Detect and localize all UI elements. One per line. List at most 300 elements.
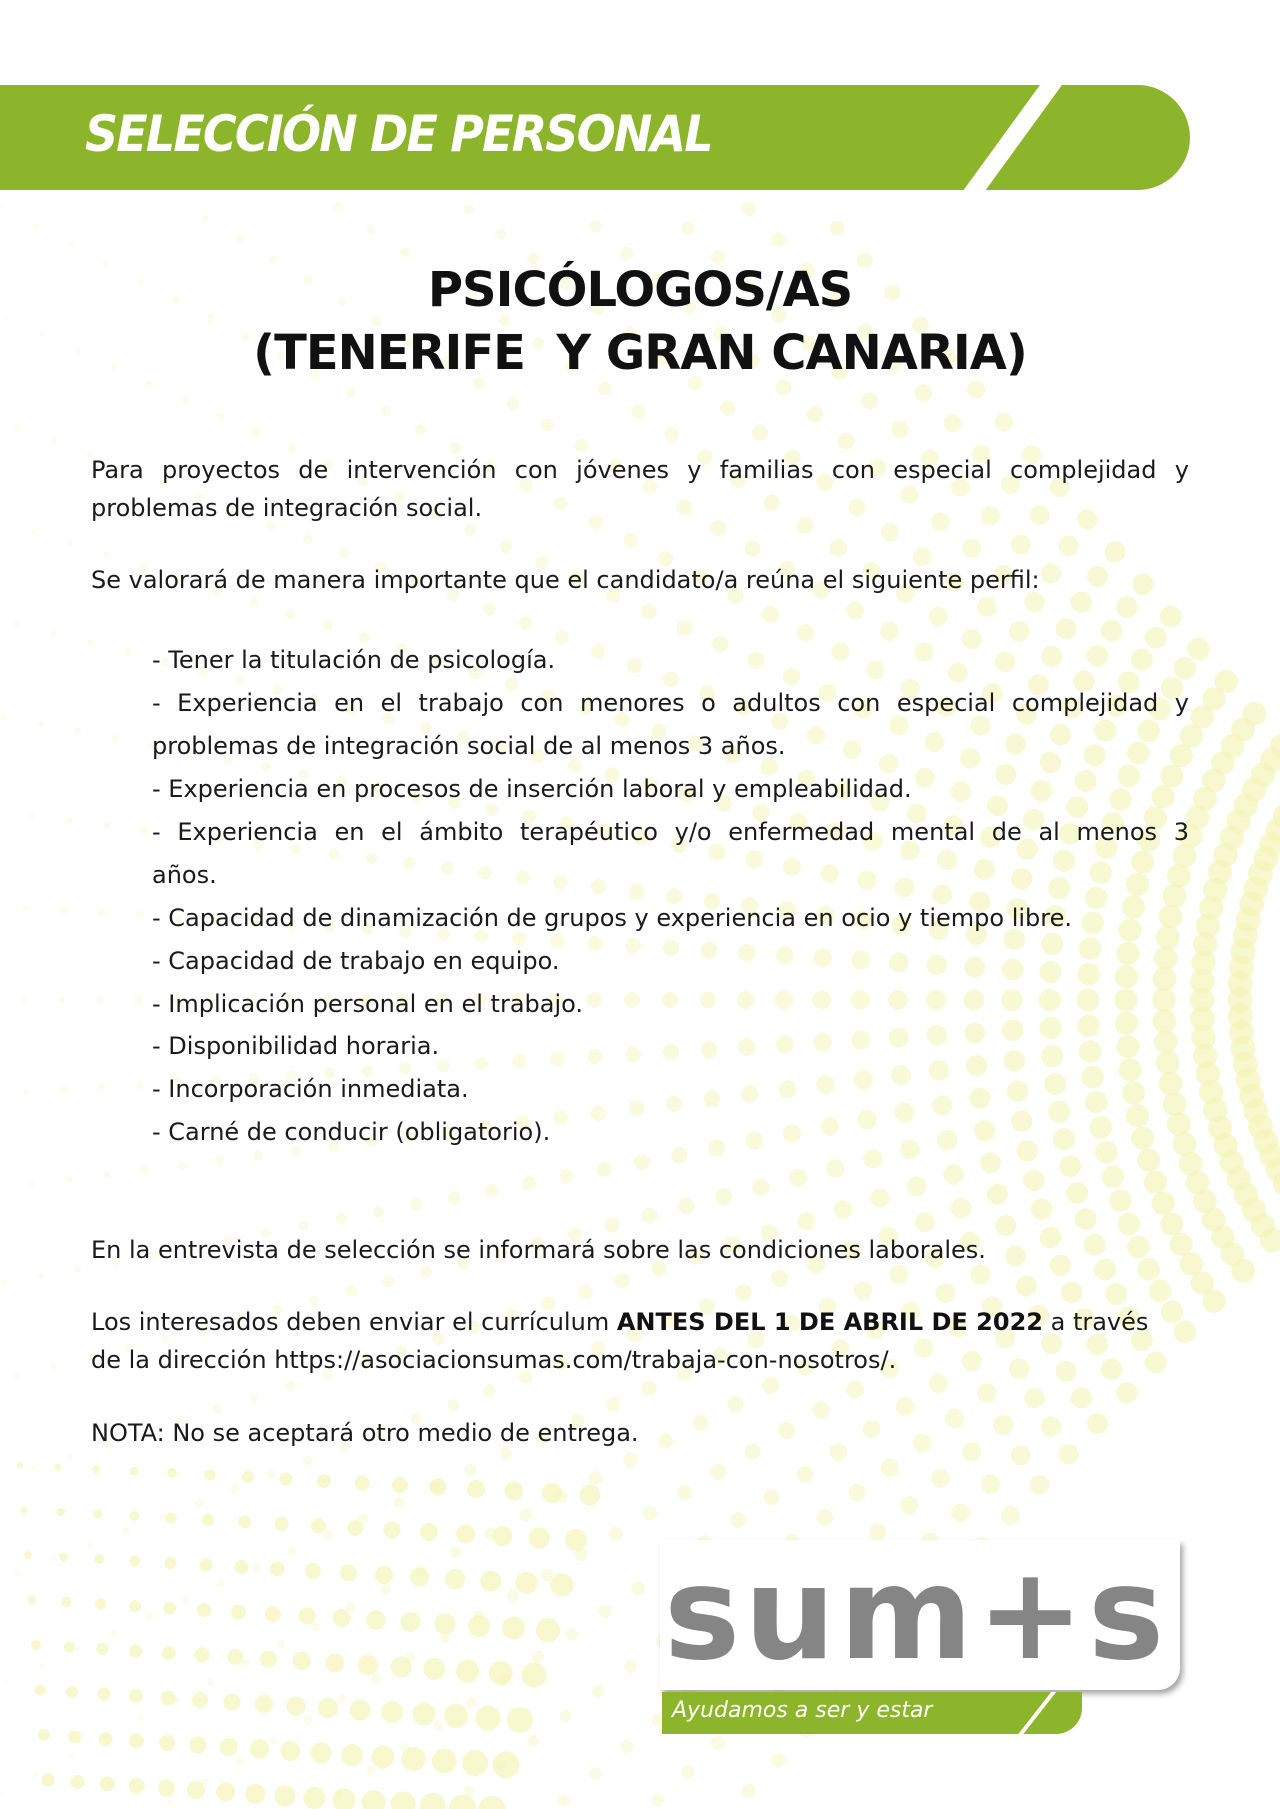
background-dot	[764, 1489, 780, 1505]
background-dot	[1118, 1213, 1141, 1236]
background-dot	[1105, 1283, 1127, 1305]
background-dot	[771, 1270, 788, 1287]
logo-tagline: Ayudamos a ser y estar	[672, 1698, 933, 1723]
background-dot	[678, 1198, 694, 1214]
background-dot	[410, 1568, 429, 1587]
background-dot	[962, 539, 981, 558]
background-dot	[830, 220, 845, 235]
background-dot	[402, 1747, 426, 1771]
background-dot	[162, 1646, 176, 1660]
background-dot	[380, 406, 390, 416]
background-dot	[200, 1559, 213, 1572]
background-dot	[400, 1612, 420, 1632]
background-dot	[94, 1554, 104, 1564]
background-dot	[1016, 1276, 1037, 1297]
nota-text: NOTA: No se aceptará otro medio de entrega.	[91, 1419, 639, 1447]
job-title: PSICÓLOGOS/AS	[427, 262, 853, 318]
background-dot	[238, 1516, 251, 1529]
background-dot	[17, 1462, 23, 1468]
background-dot	[445, 1569, 465, 1589]
background-dot	[195, 1499, 203, 1507]
background-dot	[311, 1519, 326, 1534]
background-dot	[317, 1474, 331, 1488]
background-dot	[529, 1528, 550, 1549]
background-dot	[420, 1266, 432, 1278]
background-dot	[71, 1775, 85, 1789]
background-dot	[159, 1513, 167, 1521]
background-dot	[742, 202, 756, 216]
background-dot	[205, 1470, 216, 1481]
background-dot	[519, 1509, 532, 1522]
background-dot	[166, 1513, 177, 1524]
background-dot	[861, 393, 878, 410]
background-dot	[136, 1081, 144, 1089]
background-dot	[28, 1596, 37, 1605]
background-dot	[347, 1520, 363, 1536]
background-dot	[359, 632, 370, 643]
background-dot	[854, 1281, 873, 1300]
background-dot	[123, 1528, 130, 1535]
background-dot	[242, 1471, 254, 1483]
background-dot	[60, 1086, 67, 1093]
background-dot	[265, 1606, 281, 1622]
background-dot	[1137, 1149, 1160, 1172]
background-dot	[68, 242, 73, 247]
background-dot	[631, 1582, 645, 1596]
background-dot	[559, 1169, 574, 1184]
background-dot	[252, 1563, 261, 1572]
background-dot	[217, 412, 225, 420]
background-dot	[187, 1781, 205, 1799]
background-dot	[797, 624, 814, 641]
background-dot	[1001, 1506, 1020, 1525]
background-dot	[605, 1217, 620, 1232]
background-dot	[92, 1465, 100, 1473]
background-dot	[60, 907, 67, 914]
background-dot	[641, 604, 656, 619]
background-dot	[752, 1179, 769, 1196]
background-dot	[1231, 1259, 1255, 1283]
background-dot	[1116, 1382, 1138, 1404]
background-dot	[286, 609, 296, 619]
background-dot	[483, 603, 496, 616]
background-dot	[15, 1571, 20, 1576]
background-dot	[677, 1485, 692, 1500]
logo-tagline-bar	[662, 1692, 1082, 1734]
background-dot	[1160, 1213, 1183, 1236]
background-dot	[190, 1737, 207, 1754]
requirement-item: - Implicación personal en el trabajo.	[152, 990, 584, 1018]
background-dot	[1102, 1165, 1125, 1188]
background-dot	[456, 1660, 479, 1683]
background-dot	[337, 1695, 346, 1704]
background-dot	[146, 1613, 153, 1620]
background-dot	[375, 1566, 393, 1584]
background-dot	[383, 1276, 395, 1288]
background-dot	[50, 630, 56, 636]
background-dot	[270, 1562, 285, 1577]
background-dot	[141, 826, 149, 834]
background-dot	[415, 424, 426, 435]
requirement-item: - Experiencia en procesos de inserción laboral y empleabilidad.	[152, 775, 912, 803]
background-dot	[373, 1206, 385, 1218]
background-dot	[112, 735, 120, 743]
background-dot	[1055, 618, 1076, 639]
background-dot	[1187, 638, 1210, 661]
background-dot	[522, 1663, 547, 1688]
requirement-item: - Experiencia en el trabajo con menores o adultos con especial complejidad y	[152, 689, 1189, 717]
background-dot	[512, 932, 526, 946]
background-dot	[178, 1161, 187, 1170]
background-dot	[420, 1793, 446, 1809]
background-dot	[274, 1786, 295, 1807]
background-dot	[776, 380, 792, 396]
background-dot	[93, 1510, 102, 1519]
background-dot	[66, 1686, 78, 1698]
background-dot	[51, 438, 57, 444]
background-dot	[981, 1475, 1000, 1494]
background-dot	[66, 817, 73, 824]
application-line-1	[91, 1308, 1189, 1336]
background-dot	[303, 1787, 325, 1809]
background-dot	[977, 597, 997, 617]
background-dot	[597, 1162, 612, 1177]
background-dot	[1024, 1388, 1044, 1408]
background-dot	[711, 520, 727, 536]
background-dot	[318, 1698, 338, 1718]
background-dot	[35, 1685, 46, 1696]
background-dot	[485, 803, 498, 816]
background-dot	[541, 418, 554, 431]
background-dot	[1030, 1475, 1050, 1495]
requirement-item: - Capacidad de trabajo en equipo.	[152, 947, 560, 975]
requirement-item-continuation: problemas de integración social de al menos 3 años.	[152, 732, 786, 760]
requirement-item: - Incorporación inmediata.	[152, 1075, 469, 1103]
background-dot	[30, 529, 36, 535]
background-dot	[55, 1464, 62, 1471]
background-dot	[400, 247, 410, 257]
application-suffix: a través	[1042, 1308, 1149, 1336]
background-dot	[40, 1663, 45, 1668]
background-dot	[863, 1149, 882, 1168]
background-dot	[1058, 536, 1078, 556]
background-dot	[834, 1200, 853, 1219]
background-dot	[270, 1736, 278, 1744]
background-dot	[624, 1660, 637, 1673]
background-dot	[24, 1551, 32, 1559]
background-dot	[907, 1176, 927, 1196]
background-dot	[38, 1729, 50, 1741]
background-dot	[309, 1295, 319, 1305]
background-dot	[555, 630, 569, 644]
background-dot	[236, 235, 244, 243]
background-dot	[651, 1794, 664, 1807]
background-dot	[715, 1188, 732, 1205]
background-dot	[323, 1530, 333, 1540]
background-dot	[830, 539, 847, 556]
header-banner	[0, 85, 1190, 190]
background-dot	[967, 381, 985, 399]
background-dot	[762, 606, 779, 623]
background-dot	[1149, 1280, 1172, 1303]
background-dot	[95, 1599, 106, 1610]
background-dot	[339, 548, 349, 558]
background-dot	[103, 822, 111, 830]
background-dot	[641, 1381, 656, 1396]
background-dot	[98, 1688, 111, 1701]
background-dot	[730, 1512, 746, 1528]
background-dot	[896, 1397, 915, 1416]
background-dot	[287, 1547, 296, 1556]
background-dot	[325, 1654, 344, 1673]
background-dot	[447, 1399, 459, 1411]
background-dot	[915, 1213, 935, 1233]
background-dot	[620, 1740, 633, 1753]
background-dot	[220, 1738, 238, 1756]
background-dot	[241, 1659, 249, 1667]
background-dot	[255, 1695, 273, 1713]
background-dot	[158, 1780, 175, 1797]
background-dot	[224, 1694, 241, 1711]
background-dot	[216, 1783, 235, 1802]
background-dot	[33, 1772, 38, 1777]
background-dot	[1061, 1282, 1083, 1304]
requirement-item: - Carné de conducir (obligatorio).	[152, 1118, 551, 1146]
background-dot	[1031, 1198, 1053, 1220]
background-dot	[287, 444, 296, 453]
background-dot	[464, 524, 476, 536]
background-dot	[50, 1363, 56, 1369]
background-dot	[371, 1746, 394, 1769]
background-dot	[57, 1508, 65, 1516]
background-dot	[1011, 535, 1031, 555]
background-dot	[23, 905, 29, 911]
background-dot	[28, 813, 34, 819]
tagline-slash-decoration	[1012, 1692, 1061, 1734]
application-prefix: Los interesados deben enviar el currículum	[91, 1308, 617, 1336]
background-dot	[336, 1213, 347, 1224]
background-dot	[742, 1784, 756, 1798]
background-dot	[641, 1208, 657, 1224]
background-dot	[1023, 1170, 1045, 1192]
background-dot	[23, 1089, 29, 1095]
background-dot	[37, 721, 43, 727]
background-dot	[711, 1464, 727, 1480]
background-dot	[0, 1280, 6, 1286]
background-dot	[420, 1523, 438, 1541]
background-dot	[394, 1497, 405, 1508]
background-dot	[13, 1373, 19, 1379]
background-dot	[287, 1697, 306, 1716]
background-dot	[558, 1795, 570, 1807]
background-dot	[146, 380, 153, 387]
background-dot	[500, 540, 513, 553]
background-dot	[260, 1651, 277, 1668]
background-dot	[134, 996, 142, 1004]
background-dot	[987, 1184, 1008, 1205]
background-dot	[995, 1215, 1016, 1236]
background-dot	[250, 1740, 269, 1759]
background-dot	[267, 1470, 276, 1479]
background-dot	[507, 1707, 533, 1733]
background-dot	[970, 1264, 990, 1284]
background-dot	[437, 1060, 450, 1073]
background-dot	[889, 1265, 908, 1284]
background-dot	[236, 1757, 244, 1765]
background-dot	[1071, 1387, 1092, 1408]
background-dot	[727, 1396, 743, 1412]
job-location: (TENERIFE Y GRAN CANARIA)	[253, 325, 1027, 381]
banner-title: SELECCIÓN DE PERSONAL	[85, 105, 712, 163]
background-dot	[929, 1374, 948, 1393]
background-dot	[623, 533, 638, 548]
background-dot	[1116, 596, 1138, 618]
background-dot	[235, 676, 244, 685]
background-dot	[575, 439, 588, 452]
background-dot	[129, 1689, 143, 1703]
background-dot	[235, 1560, 249, 1574]
background-dot	[466, 1697, 477, 1708]
background-dot	[762, 1377, 779, 1394]
background-dot	[464, 1464, 476, 1476]
background-dot	[900, 1496, 918, 1514]
background-dot	[951, 1504, 970, 1523]
background-dot	[163, 1602, 176, 1615]
background-dot	[1075, 1208, 1097, 1230]
background-dot	[631, 405, 645, 419]
background-dot	[915, 384, 932, 401]
logo-card	[660, 1540, 1180, 1690]
background-dot	[33, 224, 38, 229]
background-dot	[1066, 1182, 1088, 1204]
background-dot	[709, 844, 726, 861]
background-dot	[807, 406, 823, 422]
background-dot	[129, 1556, 140, 1567]
background-dot	[280, 1741, 300, 1761]
background-dot	[913, 548, 932, 567]
background-dot	[846, 602, 864, 620]
background-dot	[346, 388, 356, 398]
background-dot	[167, 1468, 177, 1478]
background-dot	[615, 1273, 630, 1288]
background-dot	[677, 620, 693, 636]
background-dot	[449, 1795, 476, 1809]
background-dot	[75, 1265, 82, 1272]
background-dot	[103, 552, 110, 559]
background-dot	[589, 1768, 601, 1780]
background-dot	[1009, 621, 1029, 641]
background-dot	[21, 997, 27, 1003]
background-dot	[64, 1642, 75, 1653]
background-dot	[467, 1480, 485, 1498]
background-dot	[87, 1542, 93, 1548]
background-dot	[168, 1799, 174, 1805]
background-dot	[391, 1657, 412, 1678]
background-dot	[410, 1199, 422, 1211]
background-dot	[507, 1590, 519, 1602]
background-dot	[213, 1405, 222, 1414]
background-dot	[286, 1381, 296, 1391]
background-dot	[1059, 1155, 1081, 1177]
background-dot	[735, 1284, 752, 1301]
background-dot	[797, 1212, 815, 1230]
background-dot	[303, 1456, 313, 1466]
background-dot	[1024, 592, 1044, 612]
background-dot	[367, 1766, 376, 1775]
background-dot	[291, 1146, 301, 1156]
background-dot	[207, 1678, 215, 1686]
background-dot	[634, 1154, 650, 1170]
background-dot	[227, 1649, 243, 1665]
background-dot	[110, 1629, 116, 1635]
background-dot	[100, 1777, 115, 1792]
background-dot	[129, 1778, 145, 1794]
background-dot	[96, 1643, 108, 1655]
background-dot	[136, 911, 144, 919]
background-dot	[381, 1701, 403, 1723]
background-dot	[681, 1765, 694, 1778]
background-dot	[869, 1524, 886, 1541]
background-dot	[68, 1731, 81, 1744]
background-dot	[99, 1732, 113, 1746]
background-dot	[495, 229, 506, 240]
background-dot	[137, 1715, 143, 1721]
background-dot	[340, 1565, 357, 1582]
background-dot	[197, 1603, 211, 1617]
background-dot	[103, 1171, 111, 1179]
background-dot	[1101, 620, 1123, 642]
background-dot	[771, 233, 786, 248]
background-dot	[502, 1617, 525, 1640]
background-dot	[980, 1152, 1001, 1173]
background-dot	[1152, 1192, 1175, 1215]
background-dot	[771, 1753, 786, 1768]
background-dot	[231, 1485, 240, 1494]
background-dot	[362, 1790, 386, 1809]
background-dot	[797, 1466, 814, 1483]
background-dot	[1011, 1446, 1031, 1466]
background-dot	[124, 649, 132, 657]
requirement-item: - Experiencia en el ámbito terapéutico y/o enfermedad mental de al menos 3	[152, 818, 1189, 846]
background-dot	[745, 541, 761, 557]
background-dot	[816, 1509, 833, 1526]
background-dot	[31, 1640, 41, 1650]
background-dot	[789, 1169, 807, 1187]
background-dot	[303, 1716, 312, 1725]
background-dot	[664, 427, 679, 442]
background-dot	[98, 909, 106, 917]
background-dot	[4, 1679, 9, 1684]
background-dot	[231, 1605, 246, 1620]
background-dot	[42, 1774, 55, 1787]
background-dot	[551, 1574, 574, 1597]
background-dot	[67, 1453, 73, 1459]
background-dot	[592, 1685, 605, 1698]
background-dot	[580, 1485, 601, 1506]
background-dot	[217, 1580, 225, 1588]
background-dot	[450, 442, 462, 454]
background-dot	[620, 247, 633, 260]
background-dot	[483, 1384, 496, 1397]
background-dot	[159, 1735, 175, 1751]
requirement-item: - Tener la titulación de psicología.	[152, 646, 556, 674]
background-dot	[720, 401, 735, 416]
background-dot	[560, 1710, 572, 1722]
background-dot	[448, 1191, 461, 1204]
background-dot	[252, 428, 261, 437]
background-dot	[565, 1529, 587, 1551]
background-dot	[202, 215, 209, 222]
